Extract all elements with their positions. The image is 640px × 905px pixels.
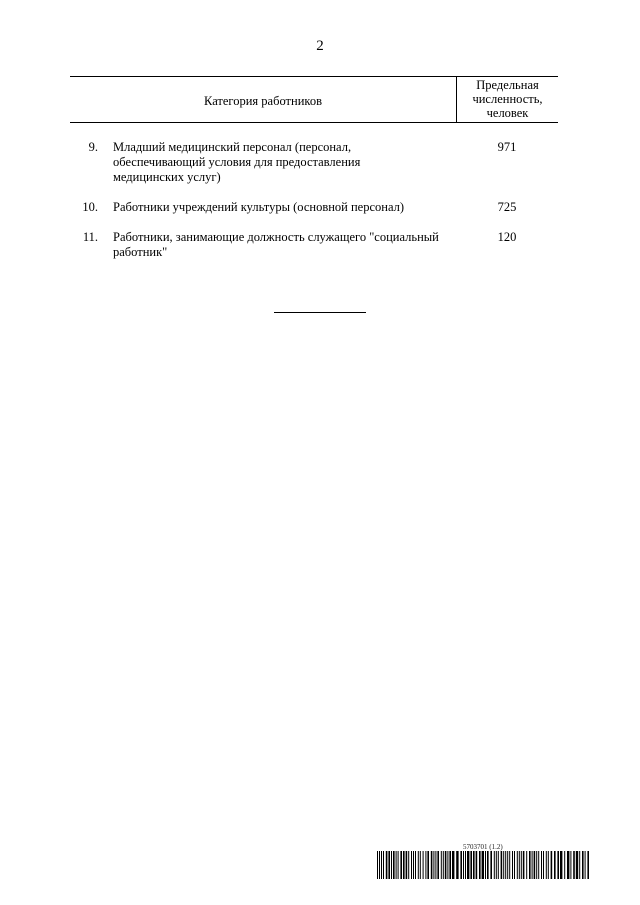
table-row [70, 230, 558, 264]
end-separator-line [274, 312, 366, 313]
row-number: 10. [82, 200, 98, 214]
page-number: 2 [316, 38, 324, 54]
header-category: Категория работников [204, 93, 322, 108]
row-category: Работники, занимающие должность служащего "социальный работник" [113, 230, 439, 259]
row-category: Младший медицинский персонал (персонал, обеспечивающий условия для предоставления медицинских услуг) [113, 140, 361, 184]
staff-limit-table [70, 76, 558, 264]
header-limit-text: Предельная численность, человек [472, 78, 543, 120]
table-header [70, 76, 558, 123]
row-value: 120 [497, 230, 517, 244]
row-value: 725 [497, 200, 517, 214]
table-row [70, 200, 558, 230]
row-category: Работники учреждений культуры (основной персонал) [113, 200, 405, 214]
table-row [70, 140, 558, 194]
barcode-icon [377, 851, 591, 879]
header-limit [456, 77, 558, 122]
row-value: 971 [497, 140, 517, 154]
row-number: 11. [82, 230, 98, 244]
barcode-label: 5703701 (1.2) [463, 843, 503, 851]
row-number: 9. [88, 140, 98, 154]
barcode-block [377, 843, 591, 881]
